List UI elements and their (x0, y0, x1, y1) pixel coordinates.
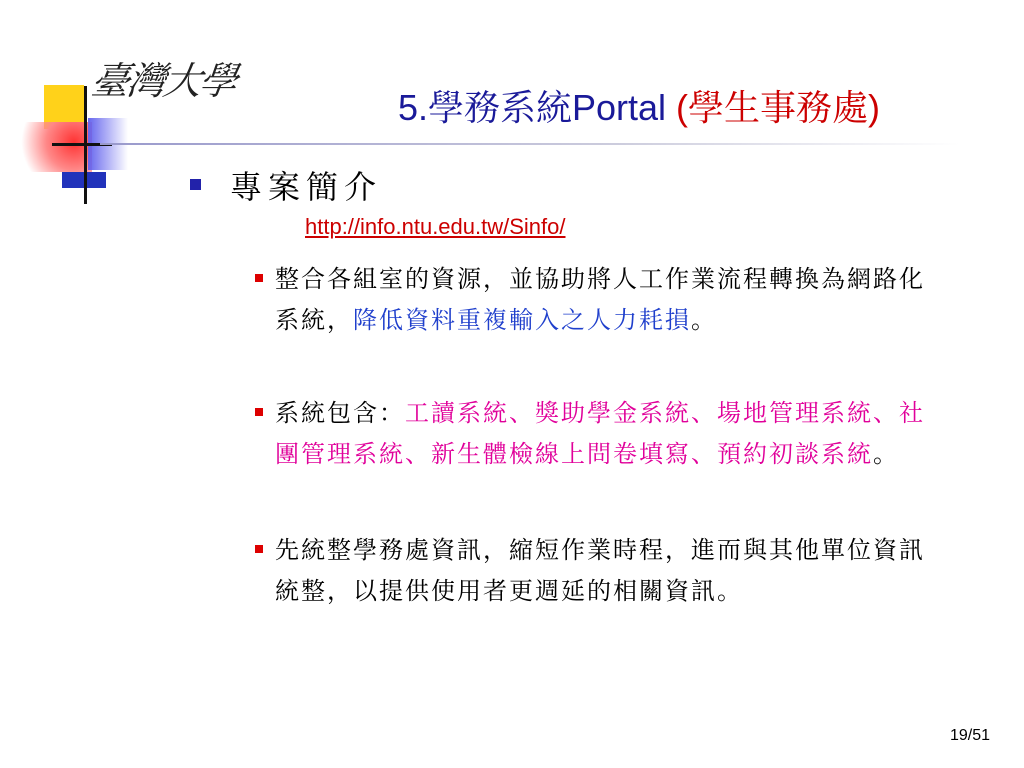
sinfo-link[interactable]: http://info.ntu.edu.tw/Sinfo/ (305, 214, 566, 239)
list-item: 先統整學務處資訊，縮短作業時程，進而與其他單位資訊統整，以提供使用者更週延的相關資訊。 (275, 530, 935, 612)
slide-title (0, 80, 880, 131)
list-item: 系統包含：工讀系統、獎助學金系統、場地管理系統、社團管理系統、新生體檢線上問卷填寫、預約初談系統。 (275, 393, 935, 475)
list-item: 整合各組室的資源，並協助將人工作業流程轉換為網路化系統，降低資料重複輸入之人力耗損。 (275, 259, 935, 341)
bullet-square-icon (255, 545, 263, 553)
title-paren: (學生事務處) (676, 87, 880, 128)
bullet-square-icon (255, 408, 263, 416)
bullet-square-icon (190, 179, 201, 190)
bullet-square-icon (255, 274, 263, 282)
title-divider (100, 143, 960, 145)
university-logo: 臺灣大學 (88, 59, 239, 103)
title-main: 5.學務系統Portal (397, 87, 677, 128)
section-heading: 專案簡介 (230, 168, 383, 206)
page-number: 19/51 (949, 727, 990, 744)
